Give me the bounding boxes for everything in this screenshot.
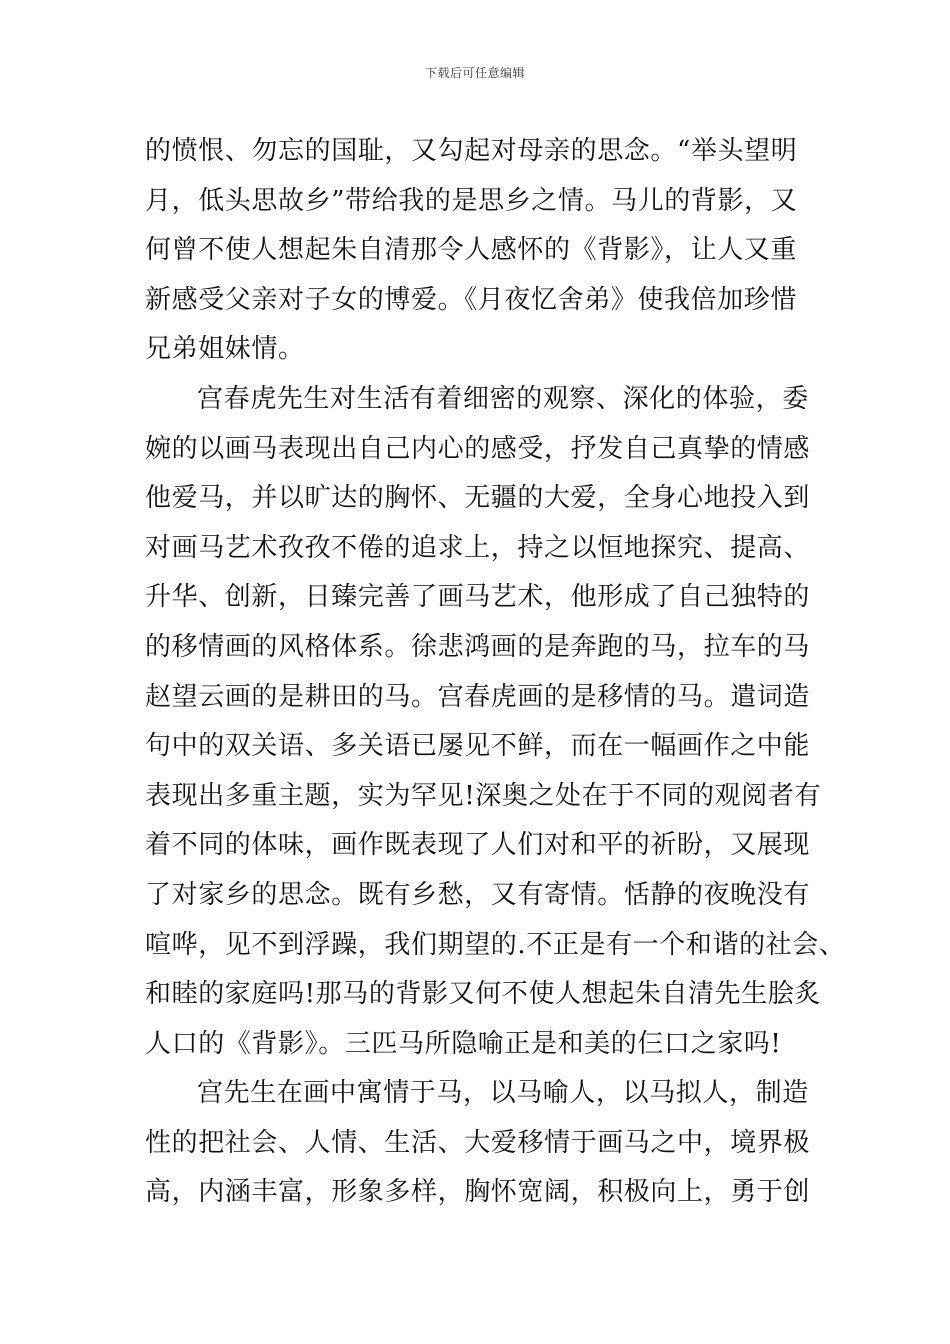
- text-line: 的移情画的风格体系。徐悲鸿画的是奔跑的马，拉车的马: [145, 631, 811, 662]
- text-line: 高，内涵丰富，形象多样，胸怀宽阔，积极向上，勇于创: [145, 1177, 811, 1208]
- text-line: 表现出多重主题，实为罕见!深奥之处在于不同的观阅者有: [145, 780, 822, 811]
- paragraph-2: [145, 375, 846, 1069]
- text-line: 宫春虎先生对生活有着细密的观察、深化的体验，委: [197, 383, 809, 414]
- text-line: 赵望云画的是耕田的马。宫春虎画的是移情的马。遣词造: [145, 681, 811, 712]
- paragraph-1: [145, 127, 810, 375]
- text-line: 何曾不使人想起朱自清那令人感怀的《背影》，让人又重: [145, 235, 798, 266]
- text-line: 和睦的家庭吗!那马的背影又何不使人想起朱自清先生脍炙: [145, 979, 822, 1010]
- text-line: 喧哗，见不到浮躁，我们期望的.不正是有一个和谐的社会、: [145, 929, 846, 960]
- page-header: 下载后可任意编辑: [424, 66, 525, 80]
- text-line: 的愤恨、勿忘的国耻，又勾起对母亲的思念。“举头望明: [145, 136, 798, 166]
- text-line: 人口的《背影》。三匹马所隐喻正是和美的仨口之家吗!: [145, 1028, 782, 1059]
- text-line: 新感受父亲对子女的博爱。《月夜忆舍弟》使我倍加珍惜: [145, 284, 798, 315]
- text-line: 婉的以画马表现出自己内心的感受，抒发自己真挚的情感: [145, 433, 811, 464]
- text-line: 对画马艺术孜孜不倦的追求上，持之以恒地探究、提高、: [145, 532, 811, 563]
- paragraph-3: [145, 1069, 810, 1218]
- text-line: 性的把社会、人情、生活、大爱移情于画马之中，境界极: [145, 1127, 811, 1158]
- text-line: 升华、创新，日臻完善了画马艺术，他形成了自己独特的: [145, 582, 811, 613]
- text-line: 着不同的体味，画作既表现了人们对和平的祈盼，又展现: [145, 830, 811, 861]
- text-line: 他爱马，并以旷达的胸怀、无疆的大爱，全身心地投入到: [145, 483, 811, 514]
- text-line: 句中的双关语、多关语已屡见不鲜，而在一幅画作之中能: [145, 731, 811, 762]
- text-line: 兄弟姐妹情。: [145, 334, 305, 365]
- body-text: [145, 127, 846, 1218]
- text-line: 宫先生在画中寓情于马，以马喻人，以马拟人，制造: [197, 1078, 809, 1109]
- text-line: 月，低头思故乡”带给我的是思乡之情。马儿的背影，又: [145, 185, 798, 216]
- text-line: 了对家乡的思念。既有乡愁，又有寄情。恬静的夜晚没有: [145, 879, 811, 910]
